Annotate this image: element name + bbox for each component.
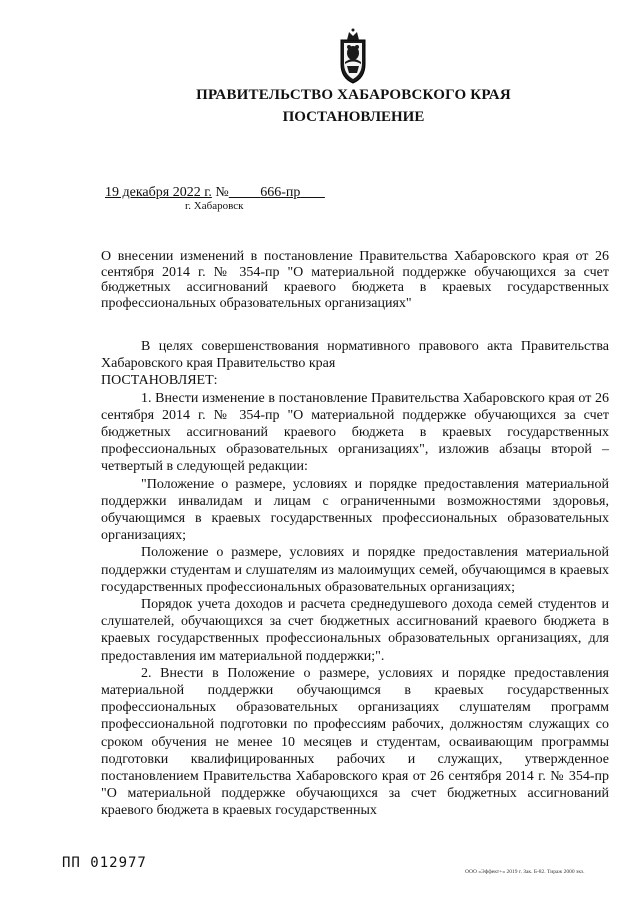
- intro-paragraph: В целях совершенствования нормативного правового акта Правительства Хабаровского края Правительство края: [101, 339, 609, 372]
- document-date: 19 декабря 2022 г.: [105, 185, 212, 200]
- body-paragraph-5: 2. Внести в Положение о размере, условиях и порядке предоставления материальной поддержки обучающимся в краевых государственных профессиональных образовательных организациях слушателям программ профессиональной подготовки по профессиям рабочих, должностям служащих со сроком обучения не менее 10 месяцев и студентам, осваивающим программы подготовки квалифицированных рабочих и служащих, утвержденное постановлением Правительства Хабаровского края от 26 сентября 2014 г. № 354-пр "О материальной поддержке обучающихся за счет бюджетных ассигнований краевого бюджета в краевых государственных: [101, 665, 609, 819]
- number-underline-lead: [229, 185, 261, 200]
- document-body: [101, 338, 609, 820]
- body-paragraph-3: Положение о размере, условиях и порядке предоставления материальной поддержки студентам и слушателям из малоимущих семей, обучающимся в краевых государственных профессиональных образовательных организациях;: [101, 545, 609, 595]
- number-underline-tail: [300, 185, 325, 200]
- printer-imprint: ООО «Эффект+» 2019 г. Зак. Б-82. Тираж 2000 экз.: [465, 869, 585, 875]
- document-number: 666-пр: [260, 185, 301, 200]
- body-paragraph-1: 1. Внести изменение в постановление Правительства Хабаровского края от 26 сентября 2014 г. № 354-пр "О материальной поддержке обучающихся за счет бюджетных ассигнований краевого бюджета в краевых государственных профессиональных образовательных организациях", изложив абзацы второй – четвертый в следующей редакции:: [101, 390, 609, 475]
- coat-of-arms-emblem: [333, 26, 373, 86]
- body-paragraph-2: "Положение о размере, условиях и порядке предоставления материальной поддержки инвалидам и лицам с ограниченными возможностями здоровья, обучающимся в краевых государственных профессиональных образовательных организациях;: [101, 476, 609, 544]
- resolves-heading: ПОСТАНОВЛЯЕТ:: [101, 373, 218, 389]
- form-serial-code: ПП 012977: [62, 855, 147, 871]
- document-type-title: ПОСТАНОВЛЕНИЕ: [282, 109, 425, 125]
- city-label: г. Хабаровск: [185, 200, 244, 212]
- number-label: №: [215, 185, 229, 200]
- date-number-line: [105, 185, 325, 201]
- body-paragraph-4: Порядок учета доходов и расчета среднедушевого дохода семей студентов и слушателей, обучающихся за счет бюджетных ассигнований краевого бюджета в краевых государственных профессиональных образовательных организациях, для предоставления им материальной поддержки;".: [101, 597, 609, 664]
- document-subject: О внесении изменений в постановление Правительства Хабаровского края от 26 сентября 2014 г. № 354-пр "О материальной поддержке обучающихся за счет бюджетных ассигнований краевого бюджета в краевых государственных профессиональных образовательных организациях": [101, 249, 609, 311]
- government-title: ПРАВИТЕЛЬСТВО ХАБАРОВСКОГО КРАЯ: [196, 87, 511, 103]
